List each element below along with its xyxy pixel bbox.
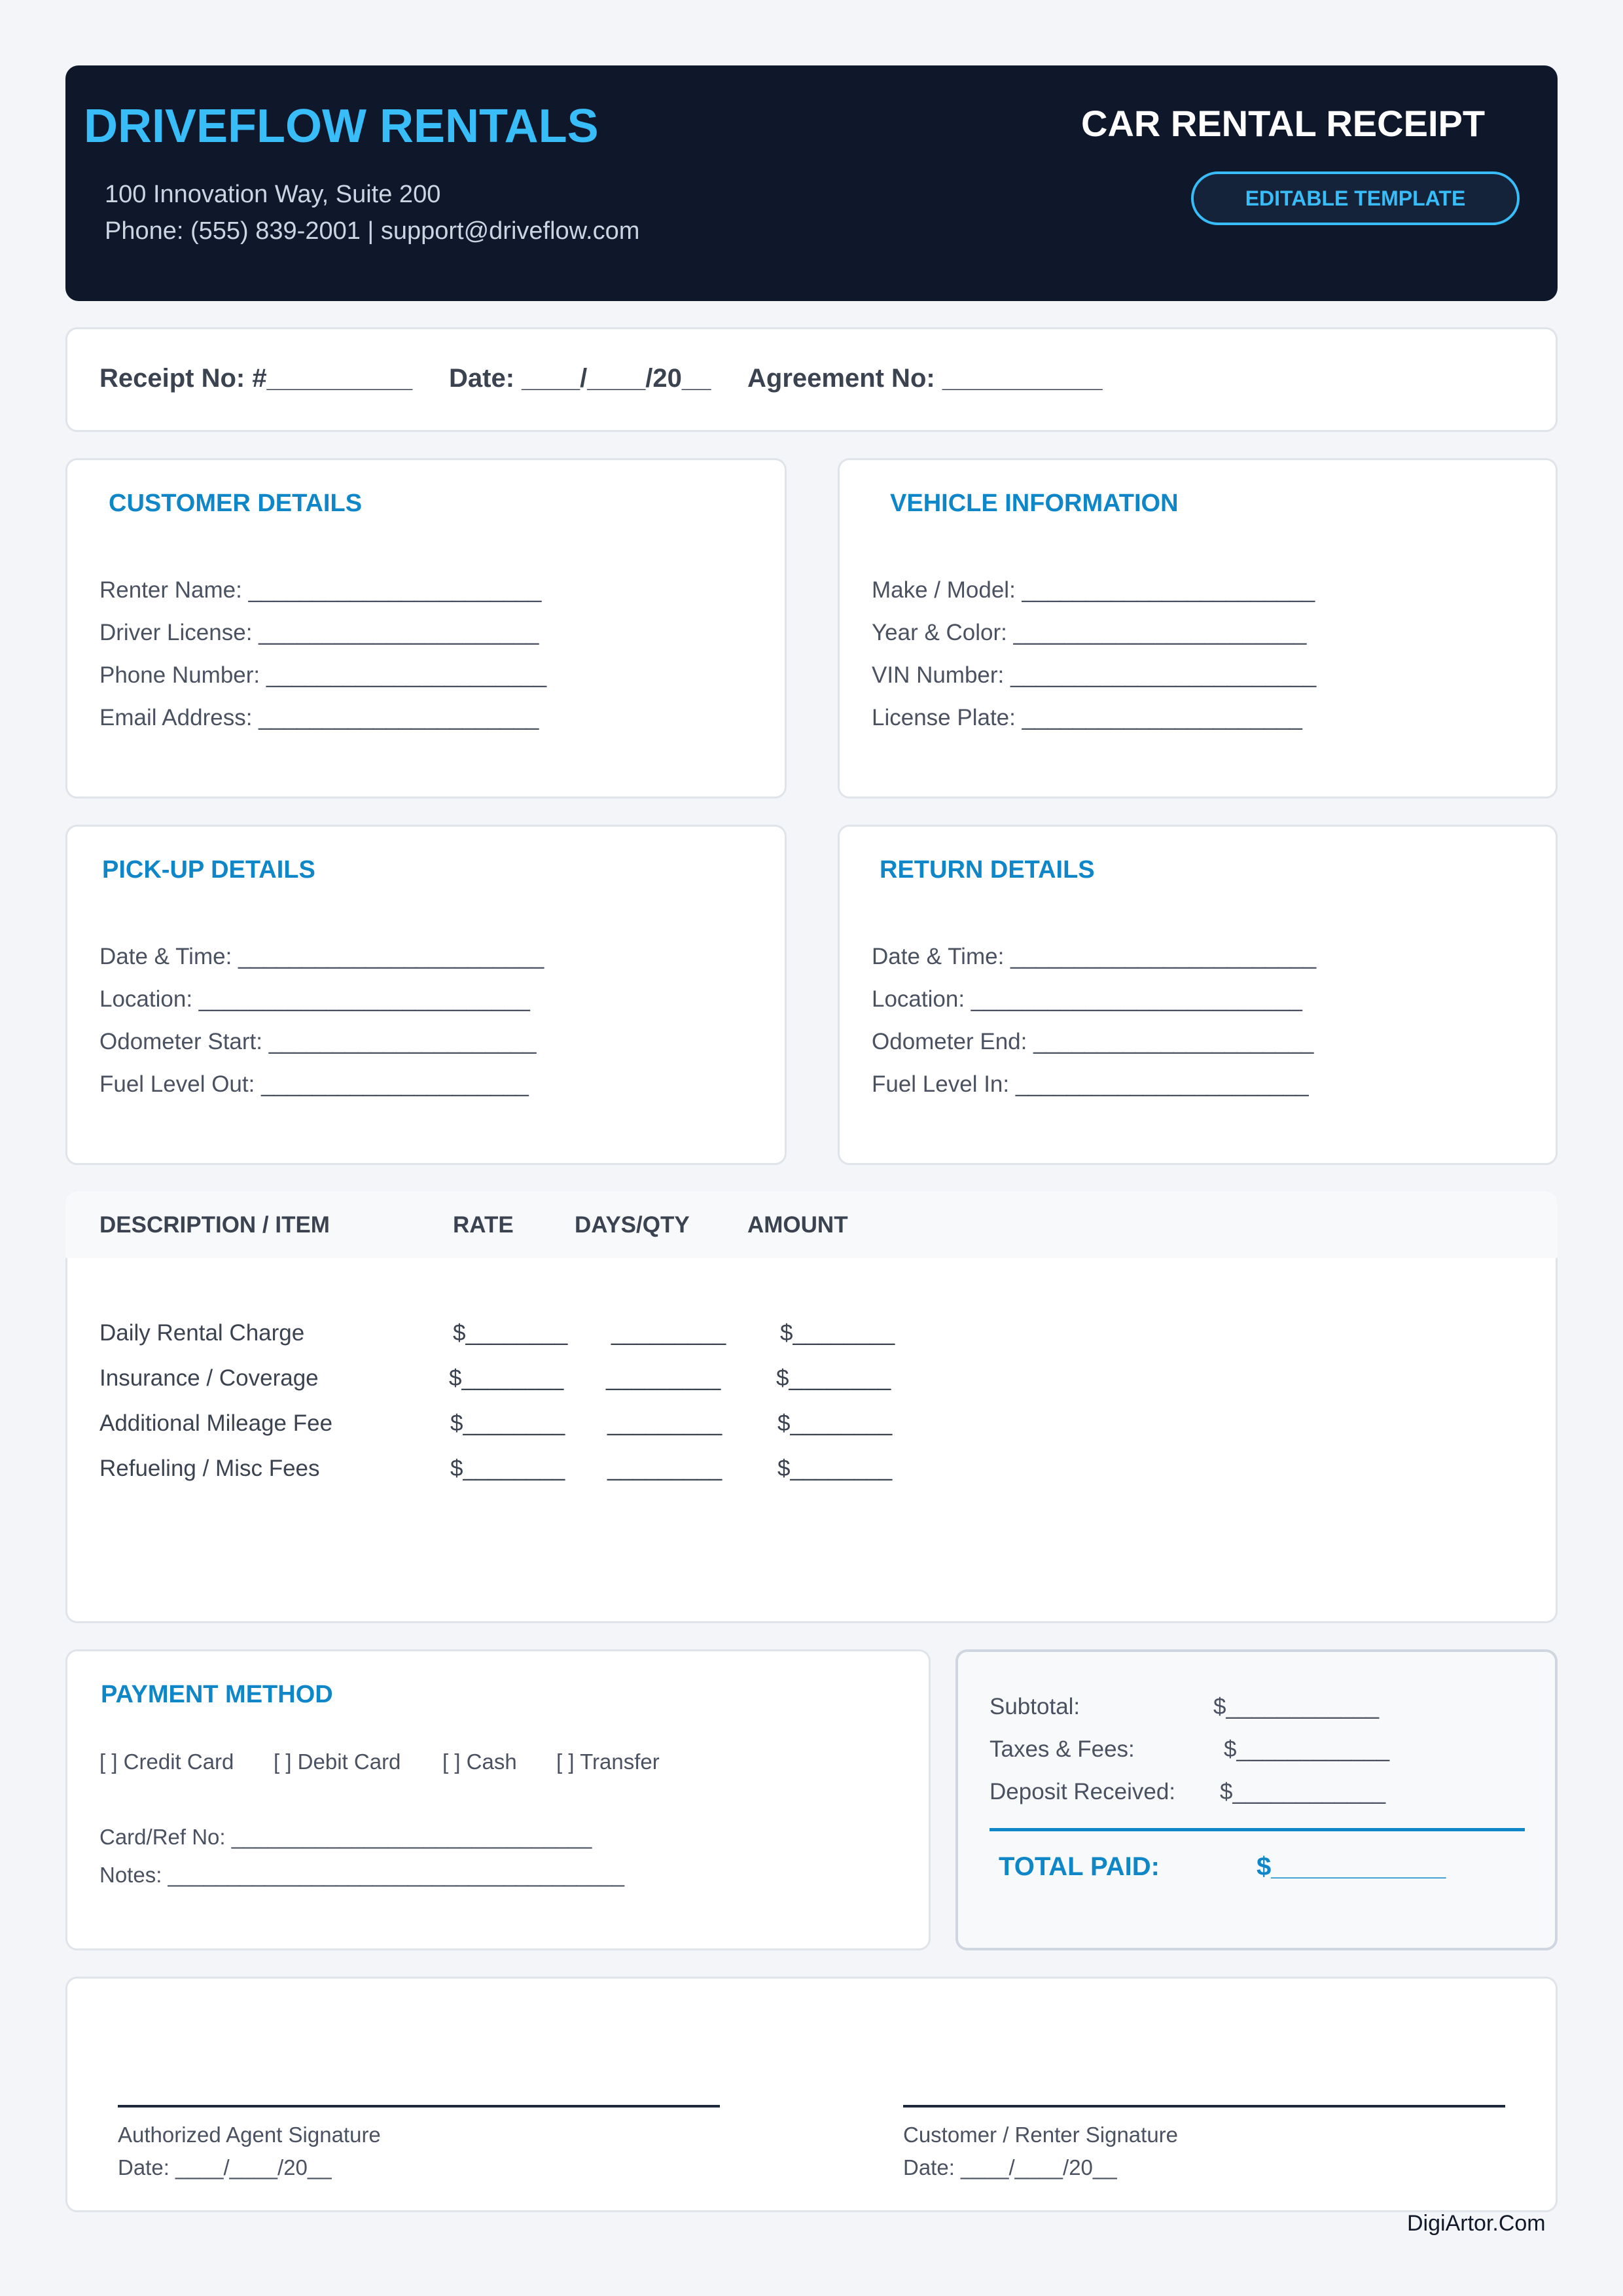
pickup-datetime-field[interactable]: Date & Time: ________________________ [99,944,544,969]
row-qty-field[interactable]: _________ [607,1410,722,1436]
row-amount-field[interactable]: $________ [780,1320,895,1346]
row-rate-field[interactable]: $________ [453,1320,568,1346]
subtotal-field[interactable]: $____________ [1213,1694,1380,1719]
row-amount-field[interactable]: $________ [776,1365,891,1391]
email-address-field[interactable]: Email Address: ______________________ [99,705,539,730]
customer-signature-label: Customer / Renter Signature [903,2123,1179,2147]
pickup-details-title: PICK-UP DETAILS [102,856,315,884]
row-description: Daily Rental Charge [99,1320,305,1346]
taxes-fees-field[interactable]: $____________ [1224,1736,1390,1762]
row-amount-field[interactable]: $________ [777,1456,893,1481]
row-description: Refueling / Misc Fees [99,1456,320,1481]
payment-method-title: PAYMENT METHOD [101,1681,333,1708]
customer-details-title: CUSTOMER DETAILS [109,490,363,517]
fuel-level-out-field[interactable]: Fuel Level Out: _____________________ [99,1071,529,1097]
total-divider [990,1828,1525,1831]
total-paid-field[interactable]: $____________ [1257,1852,1446,1881]
deposit-received-field[interactable]: $____________ [1220,1779,1386,1804]
payment-option-debit-card[interactable]: [ ] Debit Card [274,1749,401,1774]
phone-number-field[interactable]: Phone Number: ______________________ [99,662,547,688]
company-contact: Phone: (555) 839-2001 | support@driveflow.com [105,217,640,245]
receipt-number-field[interactable]: Receipt No: #__________ [99,364,413,393]
row-amount-field[interactable]: $________ [777,1410,893,1436]
driver-license-field[interactable]: Driver License: ______________________ [99,620,539,645]
odometer-start-field[interactable]: Odometer Start: _____________________ [99,1029,537,1054]
header-banner [65,65,1558,301]
receipt-date-field[interactable]: Date: ____/____/20__ [449,364,711,393]
card-ref-number-field[interactable]: Card/Ref No: ______________________________ [99,1825,592,1849]
customer-signature-date-field[interactable]: Date: ____/____/20__ [903,2155,1117,2179]
row-qty-field[interactable]: _________ [611,1320,726,1346]
footer-credit: DigiArtor.Com [1407,2211,1546,2236]
row-rate-field[interactable]: $________ [450,1456,565,1481]
payment-option-cash[interactable]: [ ] Cash [442,1749,517,1774]
company-address: 100 Innovation Way, Suite 200 [105,181,441,208]
agreement-number-field[interactable]: Agreement No: ___________ [747,364,1103,393]
taxes-fees-label: Taxes & Fees: [990,1736,1135,1762]
renter-name-field[interactable]: Renter Name: _______________________ [99,577,542,603]
agent-signature-date-field[interactable]: Date: ____/____/20__ [118,2155,332,2179]
return-datetime-field[interactable]: Date & Time: ________________________ [872,944,1317,969]
total-paid-label: TOTAL PAID: [999,1852,1160,1881]
document-title: CAR RENTAL RECEIPT [1081,103,1486,144]
subtotal-label: Subtotal: [990,1694,1080,1719]
row-rate-field[interactable]: $________ [449,1365,564,1391]
fuel-level-in-field[interactable]: Fuel Level In: _______________________ [872,1071,1309,1097]
row-description: Additional Mileage Fee [99,1410,333,1436]
row-qty-field[interactable]: _________ [607,1456,722,1481]
row-rate-field[interactable]: $________ [450,1410,565,1436]
license-plate-field[interactable]: License Plate: ______________________ [872,705,1302,730]
odometer-end-field[interactable]: Odometer End: ______________________ [872,1029,1314,1054]
deposit-received-label: Deposit Received: [990,1779,1176,1804]
brand-name: DRIVEFLOW RENTALS [84,100,599,152]
year-color-field[interactable]: Year & Color: _______________________ [872,620,1307,645]
agent-signature-label: Authorized Agent Signature [118,2123,381,2147]
agent-signature-line[interactable] [118,2105,720,2108]
column-header-description: DESCRIPTION / ITEM [99,1212,330,1238]
vin-number-field[interactable]: VIN Number: ________________________ [872,662,1317,688]
customer-signature-line[interactable] [903,2105,1505,2108]
row-description: Insurance / Coverage [99,1365,319,1391]
column-header-rate: RATE [453,1212,514,1238]
make-model-field[interactable]: Make / Model: _______________________ [872,577,1315,603]
return-details-title: RETURN DETAILS [880,856,1095,884]
column-header-days-qty: DAYS/QTY [575,1212,690,1238]
payment-option-transfer[interactable]: [ ] Transfer [556,1749,660,1774]
return-location-field[interactable]: Location: __________________________ [872,986,1302,1012]
payment-option-credit-card[interactable]: [ ] Credit Card [99,1749,234,1774]
pickup-location-field[interactable]: Location: __________________________ [99,986,530,1012]
row-qty-field[interactable]: _________ [606,1365,721,1391]
notes-field[interactable]: Notes: ______________________________________ [99,1863,624,1887]
column-header-amount: AMOUNT [747,1212,848,1238]
vehicle-information-title: VEHICLE INFORMATION [890,490,1179,517]
editable-template-badge: EDITABLE TEMPLATE [1191,171,1520,225]
